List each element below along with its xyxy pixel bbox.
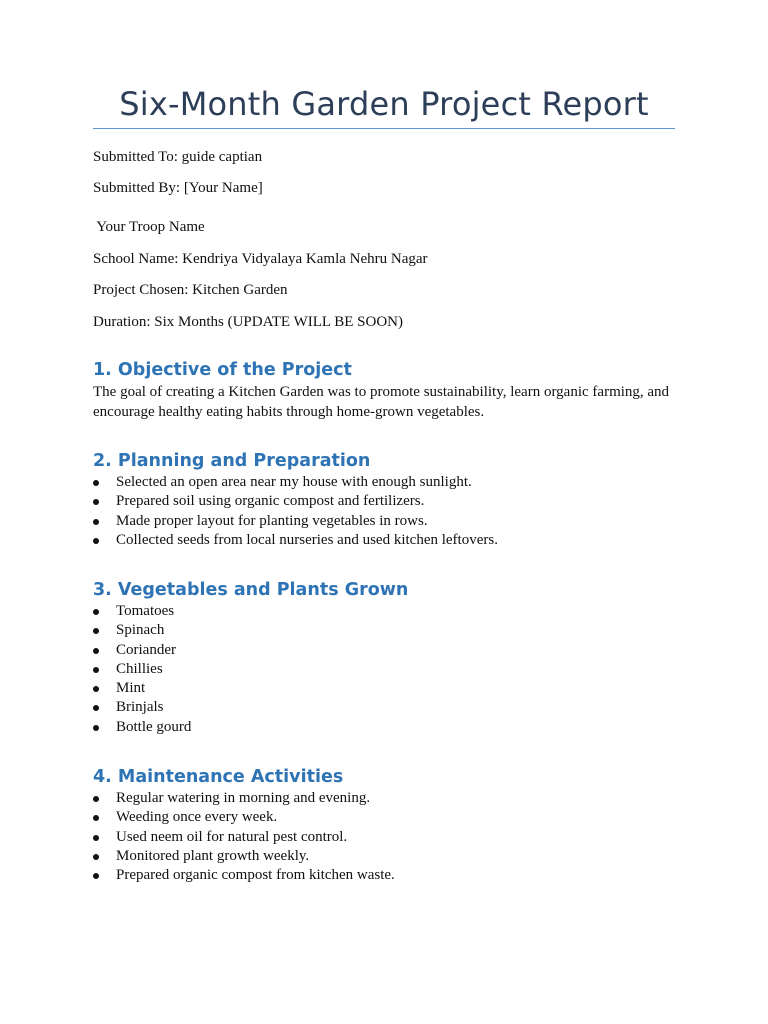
duration: Duration: Six Months (UPDATE WILL BE SOON) — [93, 314, 403, 330]
list-item-text: Used neem oil for natural pest control. — [116, 828, 348, 845]
list-item-text: Tomatoes — [116, 603, 175, 619]
bullet-icon — [93, 873, 99, 879]
bullet-icon — [93, 705, 99, 711]
list-item — [93, 866, 395, 885]
section-heading-objective: 1. Objective of the Project — [93, 360, 352, 380]
bullet-icon — [93, 538, 99, 544]
list-item — [93, 602, 191, 621]
list-item-text: Spinach — [116, 622, 165, 639]
list-item — [93, 473, 498, 492]
list-item — [93, 808, 395, 827]
bullet-icon — [93, 815, 99, 821]
bullet-icon — [93, 854, 99, 860]
bullet-icon — [93, 648, 99, 654]
bullet-icon — [93, 725, 99, 731]
list-item-text: Regular watering in morning and evening. — [116, 790, 371, 806]
list-item — [93, 660, 191, 679]
bullet-icon — [93, 628, 99, 634]
list-item-text: Mint — [116, 680, 146, 697]
list-item-text: Chillies — [116, 660, 163, 677]
list-item — [93, 641, 191, 660]
list-item — [93, 847, 395, 866]
bullet-icon — [93, 609, 99, 615]
document-title: Six-Month Garden Project Report — [119, 85, 649, 123]
list-item-text: Selected an open area near my house with enough sunlight. — [116, 474, 472, 490]
list-item — [93, 698, 191, 717]
bullet-icon — [93, 796, 99, 802]
objective-paragraph: The goal of creating a Kitchen Garden was to promote sustainability, learn organic farming, and encourage healthy eating habits through home-grown vegetables. — [93, 384, 670, 420]
section-heading-maintenance: 4. Maintenance Activities — [93, 767, 344, 787]
list-item-text: Coriander — [116, 641, 176, 658]
project-chosen: Project Chosen: Kitchen Garden — [93, 282, 288, 298]
title-underline — [93, 128, 675, 129]
bullet-icon — [93, 480, 99, 486]
school-name: School Name: Kendriya Vidyalaya Kamla Nehru Nagar — [93, 251, 428, 267]
maintenance-list — [93, 789, 395, 885]
list-item — [93, 828, 395, 847]
section-heading-vegetables: 3. Vegetables and Plants Grown — [93, 580, 409, 600]
list-item — [93, 789, 395, 808]
list-item-text: Collected seeds from local nurseries and used kitchen leftovers. — [116, 531, 498, 548]
bullet-icon — [93, 499, 99, 505]
list-item — [93, 621, 191, 640]
list-item-text: Monitored plant growth weekly. — [116, 847, 310, 864]
section-heading-planning: 2. Planning and Preparation — [93, 451, 371, 471]
bullet-icon — [93, 686, 99, 692]
bullet-icon — [93, 835, 99, 841]
list-item-text: Prepared soil using organic compost and fertilizers. — [116, 493, 425, 510]
vegetables-list — [93, 602, 191, 737]
list-item — [93, 492, 498, 511]
list-item — [93, 512, 498, 531]
list-item-text: Weeding once every week. — [116, 809, 278, 826]
submitted-to: Submitted To: guide captian — [93, 149, 263, 165]
troop-name: Your Troop Name — [93, 219, 205, 235]
list-item — [93, 718, 191, 737]
bullet-icon — [93, 519, 99, 525]
bullet-icon — [93, 667, 99, 673]
list-item-text: Bottle gourd — [116, 718, 192, 735]
list-item-text: Made proper layout for planting vegetables in rows. — [116, 512, 428, 529]
list-item — [93, 531, 498, 550]
list-item — [93, 679, 191, 698]
submitted-by: Submitted By: [Your Name] — [93, 180, 263, 196]
list-item-text: Brinjals — [116, 699, 164, 716]
planning-list — [93, 473, 498, 550]
list-item-text: Prepared organic compost from kitchen waste. — [116, 867, 395, 884]
